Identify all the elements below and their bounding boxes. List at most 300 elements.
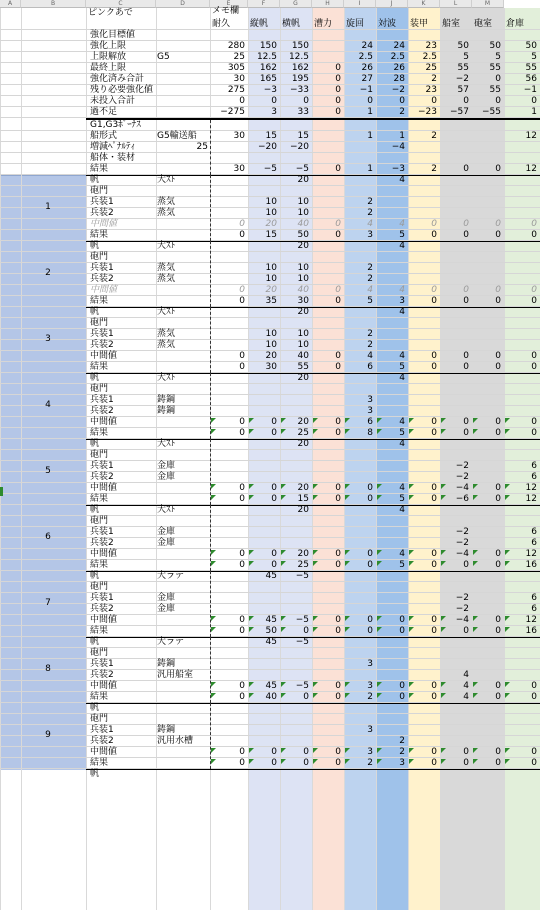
value-cell[interactable]: 6 bbox=[367, 362, 373, 372]
value-cell[interactable]: 10 bbox=[265, 263, 277, 273]
value-cell[interactable]: 0 bbox=[431, 494, 437, 504]
value-cell[interactable]: 0 bbox=[239, 626, 245, 636]
value-cell[interactable]: 0 bbox=[431, 626, 437, 636]
value-cell[interactable]: 30 bbox=[233, 164, 245, 174]
value-cell[interactable]: 45 bbox=[265, 637, 277, 647]
value-cell[interactable]: 1 bbox=[399, 131, 405, 141]
row-sublabel[interactable]: 大ｽﾄ bbox=[157, 241, 176, 251]
value-cell[interactable]: 4 bbox=[399, 307, 405, 317]
value-cell[interactable]: 15 bbox=[265, 230, 277, 240]
value-cell[interactable]: 150 bbox=[259, 41, 277, 51]
value-cell[interactable]: 0 bbox=[367, 483, 373, 493]
value-cell[interactable]: 3 bbox=[367, 230, 373, 240]
row-label[interactable]: 強化目標値 bbox=[90, 30, 136, 40]
value-cell[interactable]: 2 bbox=[399, 747, 405, 757]
row-label[interactable]: 強化済み合計 bbox=[90, 74, 145, 84]
value-cell[interactable]: 0 bbox=[495, 96, 501, 106]
value-cell[interactable]: 305 bbox=[227, 63, 245, 73]
value-cell[interactable]: 0 bbox=[239, 615, 245, 625]
value-cell[interactable]: 25 bbox=[233, 52, 245, 62]
row-label[interactable]: 中間値 bbox=[90, 417, 118, 427]
row-label[interactable]: 残り必要強化値 bbox=[90, 85, 154, 95]
value-cell[interactable]: 20 bbox=[265, 219, 277, 229]
row-label[interactable]: 兵装1 bbox=[90, 197, 114, 207]
row-label[interactable]: 結果 bbox=[90, 494, 109, 504]
value-cell[interactable]: 0 bbox=[431, 747, 437, 757]
value-cell[interactable]: 0 bbox=[335, 107, 341, 117]
value-cell[interactable]: 0 bbox=[531, 96, 537, 106]
value-cell[interactable]: 0 bbox=[531, 362, 537, 372]
value-cell[interactable]: 0 bbox=[271, 747, 277, 757]
column-header-f[interactable]: F bbox=[248, 0, 280, 8]
value-cell[interactable]: 0 bbox=[463, 351, 469, 361]
row-label[interactable]: 兵装2 bbox=[90, 472, 114, 482]
value-cell[interactable]: 0 bbox=[239, 362, 245, 372]
value-cell[interactable]: 12.5 bbox=[288, 52, 309, 62]
value-cell[interactable]: 0 bbox=[335, 615, 341, 625]
value-cell[interactable]: −1 bbox=[359, 85, 373, 95]
column-header-b[interactable]: B bbox=[21, 0, 86, 8]
row-sublabel[interactable]: 大ｽﾄ bbox=[157, 175, 176, 185]
row-label[interactable]: 砲門 bbox=[90, 714, 109, 724]
value-cell[interactable]: 45 bbox=[265, 681, 277, 691]
value-cell[interactable]: 10 bbox=[297, 340, 309, 350]
value-cell[interactable]: 0 bbox=[431, 96, 437, 106]
value-cell[interactable]: 0 bbox=[239, 417, 245, 427]
value-cell[interactable]: 5 bbox=[531, 52, 537, 62]
value-cell[interactable]: 0 bbox=[271, 758, 277, 768]
value-cell[interactable]: 12 bbox=[525, 164, 537, 174]
column-header-h[interactable]: H bbox=[312, 0, 344, 8]
value-cell[interactable]: 0 bbox=[271, 494, 277, 504]
value-cell[interactable]: 30 bbox=[297, 296, 309, 306]
value-cell[interactable]: 40 bbox=[265, 692, 277, 702]
value-cell[interactable]: 0 bbox=[531, 351, 537, 361]
row-label[interactable]: 帆 bbox=[90, 373, 100, 383]
value-cell[interactable]: 5 bbox=[399, 494, 405, 504]
value-cell[interactable]: 50 bbox=[457, 41, 469, 51]
value-cell[interactable]: 0 bbox=[431, 560, 437, 570]
value-cell[interactable]: 1 bbox=[367, 107, 373, 117]
value-cell[interactable]: 0 bbox=[495, 758, 501, 768]
row-label[interactable]: 中間値 bbox=[90, 285, 118, 295]
value-cell[interactable]: 2.5 bbox=[358, 52, 373, 62]
value-cell[interactable]: −1 bbox=[523, 85, 537, 95]
value-cell[interactable]: 6 bbox=[531, 593, 537, 603]
row-sublabel[interactable]: 大ラテ bbox=[157, 571, 185, 581]
row-sublabel[interactable]: 金庫 bbox=[157, 461, 176, 471]
value-cell[interactable]: 2.5 bbox=[390, 52, 405, 62]
row-label[interactable]: 帆 bbox=[90, 637, 100, 647]
value-cell[interactable]: 2 bbox=[367, 340, 373, 350]
value-cell[interactable]: 0 bbox=[463, 296, 469, 306]
value-cell[interactable]: 0 bbox=[367, 626, 373, 636]
row-label[interactable]: 兵装2 bbox=[90, 340, 114, 350]
value-cell[interactable]: −23 bbox=[418, 107, 437, 117]
row-label[interactable]: G1,G3ﾎﾞｰﾅｽ bbox=[90, 120, 141, 130]
value-cell[interactable]: 0 bbox=[431, 692, 437, 702]
row-label[interactable]: 兵装1 bbox=[90, 461, 114, 471]
value-cell[interactable]: 12.5 bbox=[256, 52, 277, 62]
value-cell[interactable]: 24 bbox=[393, 41, 405, 51]
value-cell[interactable]: 6 bbox=[531, 472, 537, 482]
value-cell[interactable]: −5 bbox=[295, 681, 309, 691]
value-cell[interactable]: 0 bbox=[335, 351, 341, 361]
value-cell[interactable]: 6 bbox=[531, 527, 537, 537]
value-cell[interactable]: 0 bbox=[495, 560, 501, 570]
value-cell[interactable]: 20 bbox=[265, 285, 277, 295]
value-cell[interactable]: 275 bbox=[227, 85, 245, 95]
value-cell[interactable]: 0 bbox=[271, 417, 277, 427]
row-label[interactable]: 上限解放 bbox=[90, 52, 127, 62]
value-cell[interactable]: 0 bbox=[463, 164, 469, 174]
row-label[interactable]: 強化上限 bbox=[90, 41, 127, 51]
row-sublabel[interactable]: 汎用水槽 bbox=[157, 736, 194, 746]
value-cell[interactable]: 0 bbox=[431, 296, 437, 306]
row-label[interactable]: 結果 bbox=[90, 692, 109, 702]
value-cell[interactable]: 55 bbox=[297, 362, 309, 372]
value-cell[interactable]: 2 bbox=[367, 263, 373, 273]
row-label[interactable]: 結果 bbox=[90, 428, 109, 438]
value-cell[interactable]: 10 bbox=[297, 263, 309, 273]
value-cell[interactable]: 20 bbox=[297, 483, 309, 493]
value-cell[interactable]: 0 bbox=[335, 681, 341, 691]
value-cell[interactable]: 0 bbox=[463, 417, 469, 427]
value-cell[interactable]: 20 bbox=[297, 175, 309, 185]
value-cell[interactable]: 0 bbox=[495, 219, 501, 229]
row-label[interactable]: 帆 bbox=[90, 175, 100, 185]
value-cell[interactable]: 3 bbox=[367, 747, 373, 757]
value-cell[interactable]: 10 bbox=[265, 340, 277, 350]
value-cell[interactable]: 12 bbox=[525, 615, 537, 625]
value-cell[interactable]: 4 bbox=[399, 483, 405, 493]
value-cell[interactable]: 0 bbox=[495, 362, 501, 372]
value-cell[interactable]: 5 bbox=[463, 52, 469, 62]
row-label[interactable]: 帆 bbox=[90, 505, 100, 515]
value-cell[interactable]: 12 bbox=[525, 494, 537, 504]
row-sublabel[interactable]: 鋳鋼 bbox=[157, 659, 176, 669]
value-cell[interactable]: 1 bbox=[367, 131, 373, 141]
value-cell[interactable]: 0 bbox=[431, 362, 437, 372]
row-label[interactable]: 砲門 bbox=[90, 450, 109, 460]
value-cell[interactable]: 55 bbox=[457, 63, 469, 73]
value-cell[interactable]: 55 bbox=[489, 85, 501, 95]
value-cell[interactable]: 0 bbox=[531, 296, 537, 306]
row-sublabel[interactable]: 蒸気 bbox=[157, 263, 176, 273]
row-sublabel[interactable]: 大ｽﾄ bbox=[157, 373, 176, 383]
value-cell[interactable]: 0 bbox=[239, 230, 245, 240]
value-cell[interactable]: −20 bbox=[290, 142, 309, 152]
value-cell[interactable]: 15 bbox=[297, 494, 309, 504]
value-cell[interactable]: 0 bbox=[271, 560, 277, 570]
value-cell[interactable]: 6 bbox=[531, 538, 537, 548]
value-cell[interactable]: 25 bbox=[297, 428, 309, 438]
value-cell[interactable]: 40 bbox=[297, 285, 309, 295]
value-cell[interactable]: 0 bbox=[463, 219, 469, 229]
value-cell[interactable]: 0 bbox=[335, 417, 341, 427]
value-cell[interactable]: 0 bbox=[495, 351, 501, 361]
value-cell[interactable]: 10 bbox=[297, 197, 309, 207]
value-cell[interactable]: 56 bbox=[525, 74, 537, 84]
value-cell[interactable]: 0 bbox=[367, 494, 373, 504]
value-cell[interactable]: 5 bbox=[399, 230, 405, 240]
value-cell[interactable]: 0 bbox=[431, 219, 437, 229]
value-cell[interactable]: −57 bbox=[450, 107, 469, 117]
value-cell[interactable]: 5 bbox=[399, 362, 405, 372]
column-header-m[interactable]: M bbox=[472, 0, 504, 8]
row-label[interactable]: 帆 bbox=[90, 769, 100, 779]
value-cell[interactable]: 0 bbox=[335, 85, 341, 95]
row-sublabel[interactable]: 汎用船室 bbox=[157, 670, 194, 680]
value-cell[interactable]: 10 bbox=[297, 208, 309, 218]
value-cell[interactable]: 0 bbox=[463, 758, 469, 768]
value-cell[interactable]: 0 bbox=[335, 285, 341, 295]
value-cell[interactable]: 6 bbox=[531, 604, 537, 614]
value-cell[interactable]: 0 bbox=[495, 230, 501, 240]
value-cell[interactable]: 55 bbox=[525, 63, 537, 73]
row-label[interactable]: 帆 bbox=[90, 703, 100, 713]
value-cell[interactable]: 0 bbox=[531, 285, 537, 295]
value-cell[interactable]: 0 bbox=[495, 483, 501, 493]
value-cell[interactable]: 0 bbox=[463, 747, 469, 757]
row-sublabel[interactable]: 金庫 bbox=[157, 472, 176, 482]
value-cell[interactable]: 2 bbox=[367, 197, 373, 207]
column-header-l[interactable]: L bbox=[440, 0, 472, 8]
value-cell[interactable]: 4 bbox=[399, 505, 405, 515]
row-label[interactable]: 兵装1 bbox=[90, 263, 114, 273]
row-label[interactable]: 帆 bbox=[90, 241, 100, 251]
value-cell[interactable]: 0 bbox=[303, 758, 309, 768]
value-cell[interactable]: 4 bbox=[463, 681, 469, 691]
value-cell[interactable]: 20 bbox=[297, 307, 309, 317]
value-cell[interactable]: 20 bbox=[297, 549, 309, 559]
row-sublabel[interactable]: 大ｽﾄ bbox=[157, 505, 176, 515]
value-cell[interactable]: 10 bbox=[265, 329, 277, 339]
value-cell[interactable]: 0 bbox=[303, 96, 309, 106]
row-label[interactable]: 中間値 bbox=[90, 483, 118, 493]
row-label[interactable]: 中間値 bbox=[90, 219, 118, 229]
row-label[interactable]: 兵装1 bbox=[90, 593, 114, 603]
row-sublabel[interactable]: 鋳鋼 bbox=[157, 725, 176, 735]
value-cell[interactable]: 1 bbox=[367, 164, 373, 174]
value-cell[interactable]: 0 bbox=[303, 692, 309, 702]
row-label[interactable]: 砲門 bbox=[90, 582, 109, 592]
value-cell[interactable]: −3 bbox=[263, 85, 277, 95]
value-cell[interactable]: 28 bbox=[393, 74, 405, 84]
value-cell[interactable]: −55 bbox=[482, 107, 501, 117]
row-label[interactable]: 中間値 bbox=[90, 681, 118, 691]
value-cell[interactable]: −3 bbox=[391, 164, 405, 174]
value-cell[interactable]: 0 bbox=[495, 494, 501, 504]
row-label[interactable]: 結果 bbox=[90, 758, 109, 768]
row-label[interactable]: 兵装1 bbox=[90, 659, 114, 669]
value-cell[interactable]: 0 bbox=[463, 230, 469, 240]
value-cell[interactable]: −2 bbox=[391, 85, 405, 95]
column-header-j[interactable]: J bbox=[376, 0, 408, 8]
value-cell[interactable]: 30 bbox=[233, 74, 245, 84]
value-cell[interactable]: 4 bbox=[399, 219, 405, 229]
value-cell[interactable]: 50 bbox=[525, 41, 537, 51]
value-cell[interactable]: 0 bbox=[271, 96, 277, 106]
value-cell[interactable]: 3 bbox=[367, 659, 373, 669]
value-cell[interactable]: 0 bbox=[463, 560, 469, 570]
value-cell[interactable]: 0 bbox=[495, 626, 501, 636]
value-cell[interactable]: 30 bbox=[233, 131, 245, 141]
value-cell[interactable]: 0 bbox=[239, 681, 245, 691]
value-cell[interactable]: 3 bbox=[271, 107, 277, 117]
row-sublabel[interactable]: 蒸気 bbox=[157, 340, 176, 350]
row-sublabel[interactable]: G5輸送船 bbox=[157, 131, 197, 141]
value-cell[interactable]: −4 bbox=[455, 549, 469, 559]
value-cell[interactable]: 33 bbox=[297, 107, 309, 117]
row-sublabel[interactable]: 蒸気 bbox=[157, 274, 176, 284]
value-cell[interactable]: 12 bbox=[525, 549, 537, 559]
value-cell[interactable]: 23 bbox=[425, 85, 437, 95]
value-cell[interactable]: 4 bbox=[399, 439, 405, 449]
value-cell[interactable]: 0 bbox=[335, 428, 341, 438]
column-header-a[interactable]: A bbox=[0, 0, 21, 8]
value-cell[interactable]: 26 bbox=[361, 63, 373, 73]
value-cell[interactable]: 0 bbox=[431, 615, 437, 625]
row-label[interactable]: 兵装1 bbox=[90, 395, 114, 405]
value-cell[interactable]: 0 bbox=[335, 560, 341, 570]
value-cell[interactable]: 57 bbox=[457, 85, 469, 95]
value-cell[interactable]: 6 bbox=[367, 417, 373, 427]
value-cell[interactable]: 40 bbox=[297, 351, 309, 361]
row-label[interactable]: 船体・装材 bbox=[90, 153, 136, 163]
value-cell[interactable]: 3 bbox=[399, 296, 405, 306]
value-cell[interactable]: 24 bbox=[361, 41, 373, 51]
value-cell[interactable]: 0 bbox=[495, 428, 501, 438]
value-cell[interactable]: 0 bbox=[531, 681, 537, 691]
row-label[interactable]: 中間値 bbox=[90, 351, 118, 361]
value-cell[interactable]: 4 bbox=[399, 351, 405, 361]
value-cell[interactable]: 0 bbox=[531, 758, 537, 768]
value-cell[interactable]: 2 bbox=[367, 329, 373, 339]
value-cell[interactable]: 4 bbox=[463, 670, 469, 680]
row-sublabel[interactable]: 金庫 bbox=[157, 538, 176, 548]
value-cell[interactable]: −4 bbox=[455, 615, 469, 625]
value-cell[interactable]: 2 bbox=[399, 107, 405, 117]
value-cell[interactable]: 0 bbox=[495, 285, 501, 295]
row-sublabel[interactable]: 蒸気 bbox=[157, 329, 176, 339]
value-cell[interactable]: 0 bbox=[367, 549, 373, 559]
value-cell[interactable]: 0 bbox=[367, 560, 373, 570]
value-cell[interactable]: −5 bbox=[295, 637, 309, 647]
value-cell[interactable]: 0 bbox=[239, 560, 245, 570]
value-cell[interactable]: 4 bbox=[463, 692, 469, 702]
row-sublabel[interactable]: G5 bbox=[157, 52, 170, 62]
value-cell[interactable]: 40 bbox=[297, 219, 309, 229]
value-cell[interactable]: 3 bbox=[399, 758, 405, 768]
value-cell[interactable]: 30 bbox=[265, 362, 277, 372]
value-cell[interactable]: 10 bbox=[265, 197, 277, 207]
value-cell[interactable]: 195 bbox=[291, 74, 309, 84]
value-cell[interactable]: 0 bbox=[463, 96, 469, 106]
row-sublabel[interactable]: 大ｽﾄ bbox=[157, 307, 176, 317]
value-cell[interactable]: 0 bbox=[335, 494, 341, 504]
row-label[interactable]: 過不足 bbox=[90, 107, 118, 117]
value-cell[interactable]: 0 bbox=[399, 615, 405, 625]
value-cell[interactable]: 3 bbox=[367, 395, 373, 405]
value-cell[interactable]: 4 bbox=[367, 351, 373, 361]
value-cell[interactable]: 0 bbox=[495, 417, 501, 427]
value-cell[interactable]: 5 bbox=[367, 296, 373, 306]
row-label[interactable]: 最終上限 bbox=[90, 63, 127, 73]
value-cell[interactable]: 26 bbox=[393, 63, 405, 73]
value-cell[interactable]: 5 bbox=[399, 428, 405, 438]
value-cell[interactable]: 45 bbox=[265, 571, 277, 581]
value-cell[interactable]: −2 bbox=[455, 593, 469, 603]
value-cell[interactable]: 0 bbox=[495, 549, 501, 559]
value-cell[interactable]: 16 bbox=[525, 626, 537, 636]
column-header-i[interactable]: I bbox=[344, 0, 376, 8]
row-label[interactable]: 中間値 bbox=[90, 747, 118, 757]
row-label[interactable]: 兵装1 bbox=[90, 527, 114, 537]
value-cell[interactable]: 2.5 bbox=[422, 52, 437, 62]
row-sublabel[interactable]: 金庫 bbox=[157, 593, 176, 603]
value-cell[interactable]: 0 bbox=[335, 362, 341, 372]
value-cell[interactable]: 0 bbox=[239, 219, 245, 229]
value-cell[interactable]: 0 bbox=[335, 692, 341, 702]
value-cell[interactable]: 0 bbox=[431, 758, 437, 768]
row-label[interactable]: 帆 bbox=[90, 307, 100, 317]
column-header-g[interactable]: G bbox=[280, 0, 312, 8]
value-cell[interactable]: 0 bbox=[335, 626, 341, 636]
value-cell[interactable]: −2 bbox=[455, 461, 469, 471]
value-cell[interactable]: 0 bbox=[367, 96, 373, 106]
value-cell[interactable]: 45 bbox=[265, 615, 277, 625]
value-cell[interactable]: 0 bbox=[495, 74, 501, 84]
value-cell[interactable]: 0 bbox=[239, 296, 245, 306]
row-label[interactable]: 帆 bbox=[90, 571, 100, 581]
row-label[interactable]: 兵装2 bbox=[90, 670, 114, 680]
value-cell[interactable]: 0 bbox=[239, 351, 245, 361]
row-label[interactable]: 結果 bbox=[90, 626, 109, 636]
value-cell[interactable]: 5 bbox=[495, 52, 501, 62]
value-cell[interactable]: 15 bbox=[297, 131, 309, 141]
row-label[interactable]: 砲門 bbox=[90, 252, 109, 262]
value-cell[interactable]: 0 bbox=[431, 351, 437, 361]
value-cell[interactable]: 3 bbox=[367, 725, 373, 735]
value-cell[interactable]: 162 bbox=[291, 63, 309, 73]
value-cell[interactable]: 2 bbox=[399, 736, 405, 746]
row-sublabel[interactable]: 金庫 bbox=[157, 527, 176, 537]
row-label[interactable]: 結果 bbox=[90, 164, 109, 174]
value-cell[interactable]: 20 bbox=[265, 351, 277, 361]
value-cell[interactable]: 0 bbox=[239, 692, 245, 702]
row-label[interactable]: 結果 bbox=[90, 230, 109, 240]
value-cell[interactable]: 0 bbox=[271, 483, 277, 493]
column-header-k[interactable]: K bbox=[408, 0, 440, 8]
row-sublabel[interactable]: 大ｽﾄ bbox=[157, 439, 176, 449]
value-cell[interactable]: 0 bbox=[239, 483, 245, 493]
value-cell[interactable]: 0 bbox=[239, 549, 245, 559]
value-cell[interactable]: 0 bbox=[335, 758, 341, 768]
row-label[interactable]: 増減ﾍﾟﾅﾙﾃｨ bbox=[90, 142, 136, 152]
column-header-c[interactable]: C bbox=[86, 0, 156, 8]
value-cell[interactable]: 15 bbox=[265, 131, 277, 141]
row-sublabel[interactable]: 25 bbox=[196, 142, 208, 152]
value-cell[interactable]: 0 bbox=[463, 362, 469, 372]
value-cell[interactable]: 0 bbox=[431, 428, 437, 438]
value-cell[interactable]: 0 bbox=[431, 483, 437, 493]
value-cell[interactable]: 0 bbox=[531, 417, 537, 427]
row-sublabel[interactable]: 蒸気 bbox=[157, 208, 176, 218]
row-label[interactable]: 兵装2 bbox=[90, 604, 114, 614]
value-cell[interactable]: 0 bbox=[463, 626, 469, 636]
value-cell[interactable]: 10 bbox=[265, 208, 277, 218]
